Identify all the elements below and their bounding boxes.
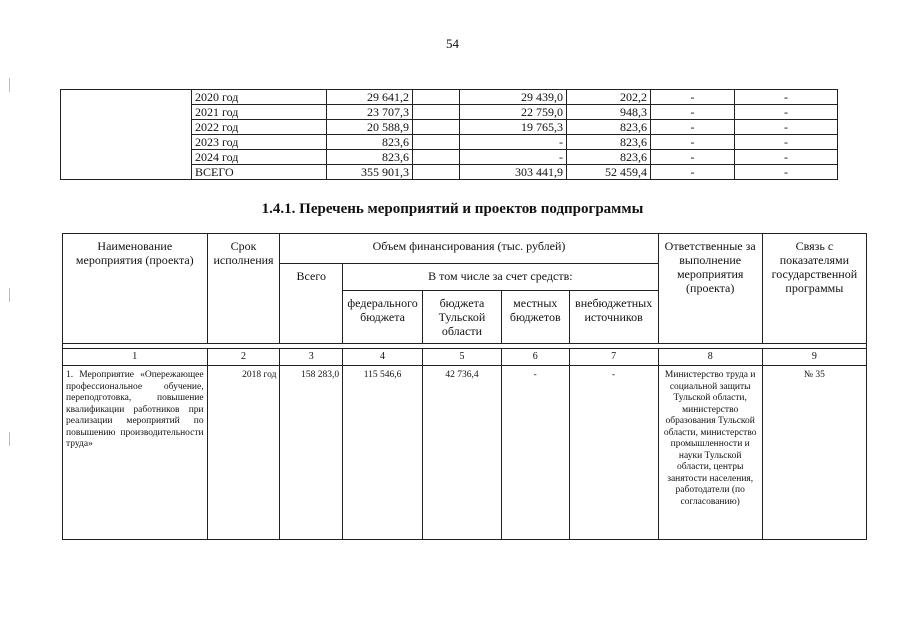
finance-total: 20 588,9 [327, 120, 413, 135]
finance-federal: 303 441,9 [460, 165, 567, 180]
finance-extra: - [735, 105, 838, 120]
finance-year: ВСЕГО [192, 165, 327, 180]
column-number: 9 [762, 349, 866, 366]
finance-year: 2022 год [192, 120, 327, 135]
header-local: местных бюджетов [501, 291, 569, 344]
column-number: 8 [658, 349, 762, 366]
measure-total: 158 283,0 [280, 366, 343, 540]
empty-cell [413, 105, 460, 120]
finance-federal: 29 439,0 [460, 90, 567, 105]
finance-extra: - [735, 165, 838, 180]
finance-federal: 22 759,0 [460, 105, 567, 120]
financing-continuation-table [60, 89, 838, 180]
measure-name: 1. Мероприятие «Опережающее профессиональное обучение, переподготовка, повышение квалификации работников при реализации мероприятий по повышению производительности труда» [63, 366, 208, 540]
page-number: 54 [446, 36, 459, 51]
finance-federal: - [460, 135, 567, 150]
finance-regional: 823,6 [567, 135, 651, 150]
header-total: Всего [280, 264, 343, 344]
finance-local: - [651, 150, 735, 165]
measure-extra: - [569, 366, 658, 540]
finance-local: - [651, 135, 735, 150]
finance-extra: - [735, 135, 838, 150]
scan-mark [9, 432, 10, 446]
finance-regional: 52 459,4 [567, 165, 651, 180]
finance-total: 823,6 [327, 150, 413, 165]
finance-total: 23 707,3 [327, 105, 413, 120]
column-number: 6 [501, 349, 569, 366]
finance-local: - [651, 165, 735, 180]
finance-regional: 948,3 [567, 105, 651, 120]
finance-local: - [651, 90, 735, 105]
empty-cell [413, 120, 460, 135]
header-name: Наименование мероприятия (проекта) [63, 234, 208, 344]
finance-extra: - [735, 150, 838, 165]
header-term: Срок исполнения [207, 234, 280, 344]
finance-row-label-cell [61, 90, 192, 180]
measures-table [62, 233, 867, 540]
finance-year: 2023 год [192, 135, 327, 150]
finance-regional: 823,6 [567, 150, 651, 165]
finance-year: 2024 год [192, 150, 327, 165]
column-number: 3 [280, 349, 343, 366]
header-regional: бюджета Тульской области [423, 291, 502, 344]
empty-cell [413, 150, 460, 165]
section-title: 1.4.1. Перечень мероприятий и проектов подпрограммы [261, 201, 644, 217]
finance-federal: 19 765,3 [460, 120, 567, 135]
finance-regional: 823,6 [567, 120, 651, 135]
finance-regional: 202,2 [567, 90, 651, 105]
finance-total: 355 901,3 [327, 165, 413, 180]
finance-federal: - [460, 150, 567, 165]
empty-cell [413, 165, 460, 180]
finance-total: 823,6 [327, 135, 413, 150]
finance-extra: - [735, 90, 838, 105]
column-number: 1 [63, 349, 208, 366]
column-number: 5 [423, 349, 502, 366]
column-number: 4 [343, 349, 423, 366]
header-including: В том числе за счет средств: [343, 264, 659, 291]
measure-link: № 35 [762, 366, 866, 540]
finance-year: 2020 год [192, 90, 327, 105]
empty-cell [413, 90, 460, 105]
column-number: 7 [569, 349, 658, 366]
finance-year: 2021 год [192, 105, 327, 120]
measure-responsible: Министерство труда и социальной защиты Тульской области, министерство образования Тульской области, министерство промышленности и науки Тульской области, центры занятости населения, работодатели (по согласованию) [658, 366, 762, 540]
finance-local: - [651, 120, 735, 135]
measure-local: - [501, 366, 569, 540]
header-link: Связь с показателями государственной программы [762, 234, 866, 344]
column-number: 2 [207, 349, 280, 366]
header-federal: федерального бюджета [343, 291, 423, 344]
header-volume: Объем финансирования (тыс. рублей) [280, 234, 658, 264]
measure-federal: 115 546,6 [343, 366, 423, 540]
header-extra: внебюджетных источников [569, 291, 658, 344]
header-responsible: Ответственные за выполнение мероприятия (проекта) [658, 234, 762, 344]
finance-local: - [651, 105, 735, 120]
empty-cell [413, 135, 460, 150]
finance-row [61, 90, 838, 105]
measure-regional: 42 736,4 [423, 366, 502, 540]
finance-total: 29 641,2 [327, 90, 413, 105]
scan-mark [9, 78, 10, 92]
scan-mark [9, 288, 10, 302]
measure-term: 2018 год [207, 366, 280, 540]
finance-extra: - [735, 120, 838, 135]
